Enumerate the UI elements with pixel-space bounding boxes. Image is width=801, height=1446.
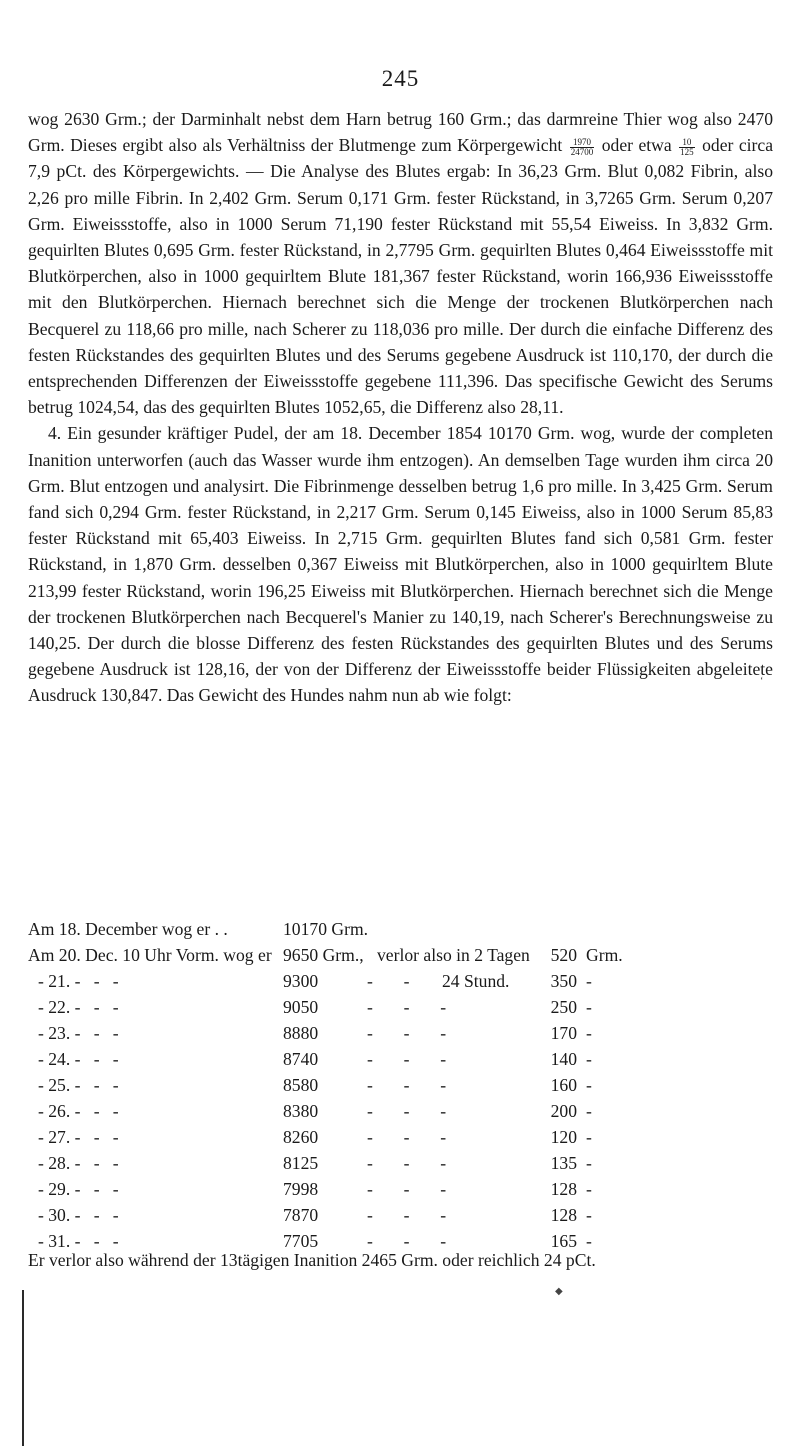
table-row [28,994,773,1020]
row-date: - 27. - - - [38,1127,119,1147]
row-tail: - - - [367,1049,447,1069]
table-row [28,1072,773,1098]
row-weight: 8580 [283,1075,319,1095]
row-unit: - [586,1023,592,1043]
weights-table [28,916,773,1254]
table-row [28,968,773,994]
table-row [28,1202,773,1228]
fraction-1: $\frac{1970}{24700}$ [570,136,594,157]
row-loss: 170 [550,1023,577,1043]
table-body [28,968,773,1254]
row-loss: 200 [550,1101,577,1121]
row-loss: 128 [550,1179,577,1199]
paragraph-continued [28,106,773,420]
paragraph-1-part-a: wog 2630 Grm.; der Darminhalt nebst dem Harn betrug 160 Grm.; das darmreine Thier wog also 2470 Grm. Dieses ergibt also als Verhältniss der Blutmenge zum Körpergewicht [28,109,773,156]
row-unit: Grm. [586,945,623,965]
row-tail: - - - [367,1023,447,1043]
row-date: - 30. - - - [38,1205,119,1225]
row-weight: 7998 [283,1179,319,1199]
row-loss: 140 [550,1049,577,1069]
row-unit: - [586,1127,592,1147]
margin-speck: ‘ [760,676,764,687]
row-unit: - [586,971,592,991]
table-row [28,1098,773,1124]
row-tail: verlor also in 2 Tagen [377,945,530,965]
row-loss: 135 [550,1153,577,1173]
row-label: Am 18. December wog er . . [28,919,228,939]
row-date: - 26. - - - [38,1101,119,1121]
row-weight: 9300 [283,971,319,991]
row-tail: - - - [367,1179,447,1199]
row-tail: - - - [367,1153,447,1173]
row-weight: 9050 [283,997,319,1017]
row-loss: 160 [550,1075,577,1095]
row-weight: 8380 [283,1101,319,1121]
row-tail: - - - [367,1205,447,1225]
row-loss: 520 [550,945,577,965]
summary-line: Er verlor also während der 13tägigen Inanition 2465 Grm. oder reichlich 24 pCt. [28,1250,596,1270]
row-unit: - [586,1153,592,1173]
row-loss: 250 [550,997,577,1017]
row-loss: 120 [550,1127,577,1147]
ink-speck: ◆ [555,1286,563,1297]
row-weight: 8740 [283,1049,319,1069]
row-weight: 10170 Grm. [283,919,369,939]
row-unit: - [586,1231,592,1251]
row-unit: - [586,997,592,1017]
row-date: - 25. - - - [38,1075,119,1095]
row-date: - 22. - - - [38,997,119,1017]
row-label: Am 20. Dec. 10 Uhr Vorm. wog er [28,945,272,965]
row-loss: 128 [550,1205,577,1225]
body-text [28,106,773,709]
table-row [28,1124,773,1150]
row-tail: - - - [367,1231,447,1251]
row-weight: 8260 [283,1127,319,1147]
row-weight: 7870 [283,1205,319,1225]
row-weight: 8125 [283,1153,319,1173]
row-unit: - [586,1049,592,1069]
paragraph-1-part-c: oder circa 7,9 pCt. des Körpergewichts. — Die Analyse des Blutes ergab: In 36,23 Grm. Blut 0,082 Fibrin, also 2,26 pro mille Fibrin. In 2,402 Grm. Serum 0,171 Grm. fester Rückstand, in 3,7265 Grm. Serum 0,207 Grm. Eiweissstoffe, also in 1000 Serum 71,190 fester Rückstand mit 55,54 Eiweiss. In 3,832 Grm. gequirlten Blutes 0,695 Grm. fester Rückstand, in 2,7795 Grm. gequirlten Blutes 0,464 Eiweissstoffe mit Blutkörperchen, also in 1000 gequirltem Blute 181,367 fester Rückstand, worin 166,936 Eiweissstoffe mit den Blutkörperchen. Hiernach berechnet sich die Menge der trockenen Blutkörperchen nach Becquerel zu 118,66 pro mille, nach Scherer zu 118,036 pro mille. Der durch die einfache Differenz des festen Rückstandes des gequirlten Blutes und des Serums gegebene Ausdruck ist 110,170, der durch die entsprechenden Differenzen der Eiweissstoffe gegebene 111,396. Das specifische Gewicht des Serums betrug 1024,54, das des gequirlten Blutes 1052,65, die Differenz also 28,11. [28,135,774,418]
fraction-2: $\frac{10}{125}$ [680,136,694,157]
row-date: - 29. - - - [38,1179,119,1199]
row-tail: - - - [367,1101,447,1121]
paragraph-1-part-b: oder etwa [601,135,672,156]
row-weight: 8880 [283,1023,319,1043]
margin-rule [22,1290,24,1446]
table-row [28,1020,773,1046]
page-number: 245 [381,66,420,91]
row-tail: - - [367,971,410,991]
row-date: - 24. - - - [38,1049,119,1069]
row-tail: - - - [367,997,447,1017]
row-loss: 165 [550,1231,577,1251]
row-unit: - [586,1179,592,1199]
row-weight: 7705 [283,1231,319,1251]
row-tail: - - - [367,1127,447,1147]
table-row [28,916,773,942]
row-date: - 28. - - - [38,1153,119,1173]
row-unit: - [586,1075,592,1095]
row-weight: 9650 Grm., [283,945,364,965]
row-tail: - - - [367,1075,447,1095]
table-row [28,1046,773,1072]
row-date: - 31. - - - [38,1231,119,1251]
table-row [28,1176,773,1202]
paragraph-4: 4. Ein gesunder kräftiger Pudel, der am 18. December 1854 10170 Grm. wog, wurde der completen Inanition unterworfen (auch das Wasser wurde ihm entzogen). An demselben Tage wurden ihm circa 20 Grm. Blut entzogen und analysirt. Die Fibrinmenge desselben betrug 1,6 pro mille. In 3,425 Grm. Serum fand sich 0,294 Grm. fester Rückstand, in 2,217 Grm. Serum 0,145 Eiweiss, also in 1000 Serum 85,83 fester Rückstand mit 65,403 Eiweiss. In 2,715 Grm. gequirlten Blutes fand sich 0,581 Grm. fester Rückstand, in 1,870 Grm. desselben 0,367 Eiweiss mit Blutkörperchen, also in 1000 gequirltem Blute 213,99 fester Rückstand, worin 196,25 Eiweiss mit Blutkörperchen. Hiernach berechnet sich die Menge der trockenen Blutkörperchen nach Becquerel's Manier zu 140,19, nach Scherer's Berechnungsweise zu 140,25. Der durch die blosse Differenz des festen Rückstandes des gequirlten Blutes und des Serums gegebene Ausdruck ist 128,16, der von der Differenz der Eiweissstoffe beider Flüssigkeiten abgeleitete Ausdruck 130,847. Das Gewicht des Hundes nahm nun ab wie folgt: [28,423,773,706]
row-interval: 24 Stund. [442,971,510,991]
row-unit: - [586,1101,592,1121]
table-row [28,1150,773,1176]
row-date: - 23. - - - [38,1023,119,1043]
row-unit: - [586,1205,592,1225]
row-loss: 350 [550,971,577,991]
row-date: - 21. - - - [38,971,119,991]
table-row [28,942,773,968]
